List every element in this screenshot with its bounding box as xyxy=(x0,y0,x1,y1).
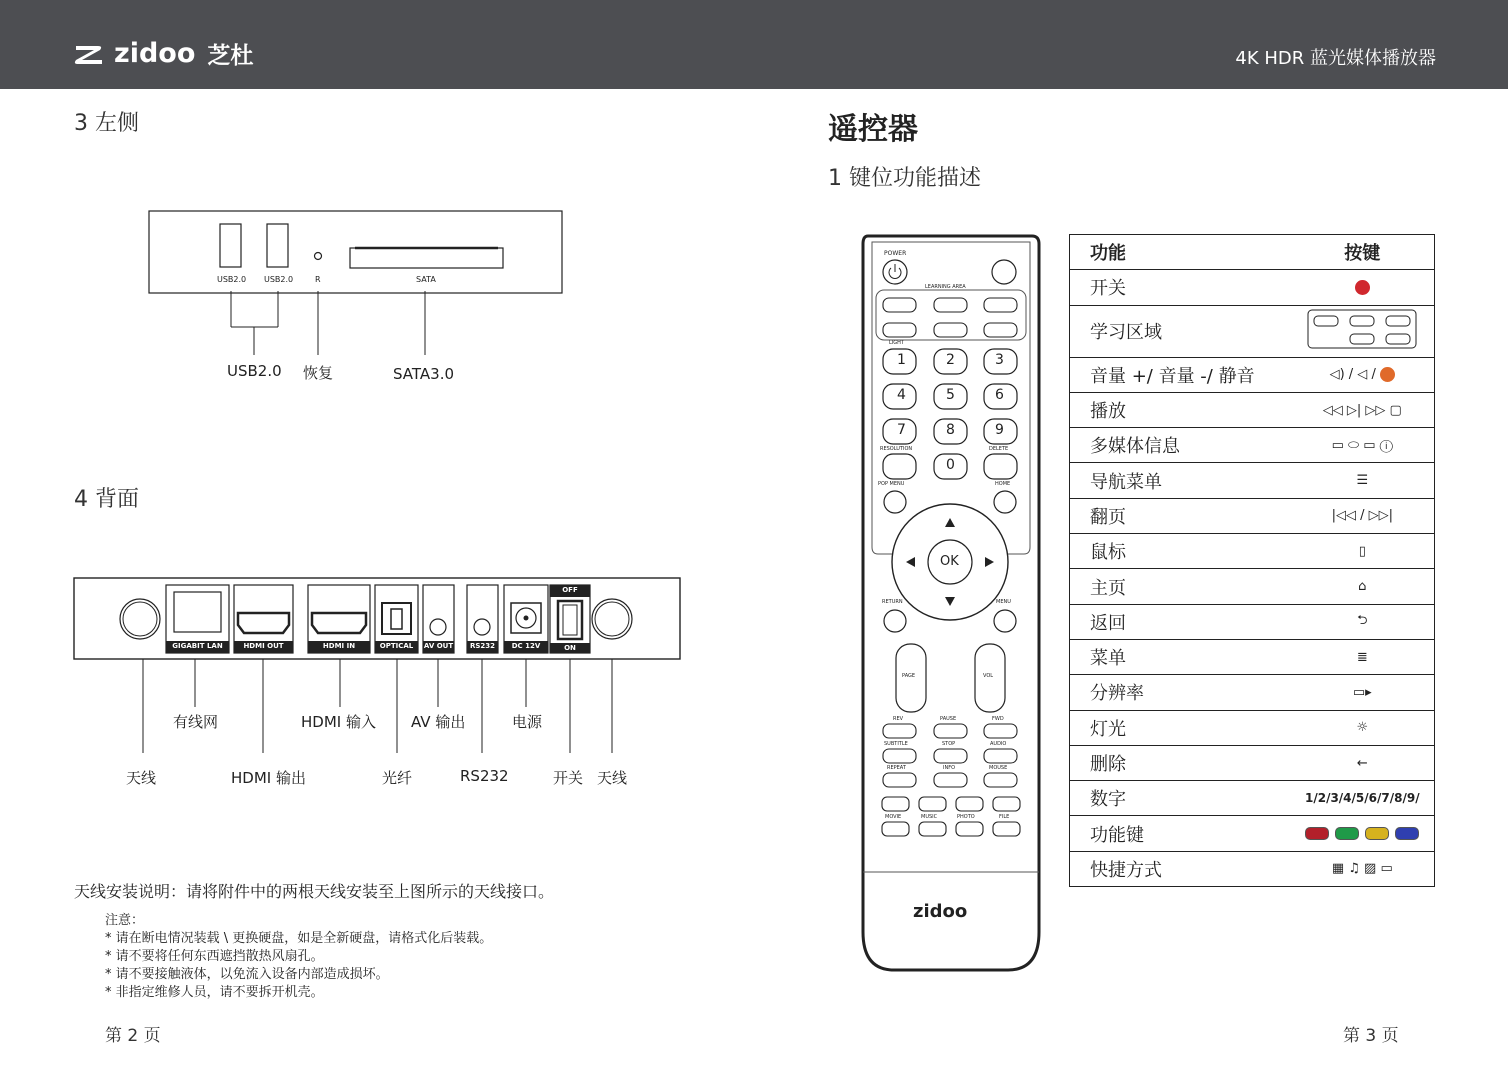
callout-switch: 开关 xyxy=(553,769,584,787)
callout-rs232: RS232 xyxy=(460,767,509,785)
reset-port-label: R xyxy=(315,275,321,284)
remote-label-menu: MENU xyxy=(996,599,1011,605)
delete-icon: ← xyxy=(1291,745,1435,780)
function-cell: 功能键 xyxy=(1070,816,1291,851)
port-label-lan: GIGABIT LAN xyxy=(172,642,223,650)
playback-icons: ◁◁ ▷| ▷▷ ▢ xyxy=(1291,392,1435,427)
callout-hdmi-in: HDMI 输入 xyxy=(301,713,376,731)
remote-label-pause: PAUSE xyxy=(940,716,957,722)
function-cell: 翻页 xyxy=(1070,498,1291,533)
remote-digit: 5 xyxy=(946,387,955,403)
remote-digit: 4 xyxy=(897,387,906,403)
remote-label-light: LIGHT xyxy=(889,340,904,346)
function-cell: 数字 xyxy=(1070,781,1291,816)
product-tagline: 4K HDR 蓝光媒体播放器 xyxy=(1235,48,1436,69)
table-row xyxy=(1070,463,1435,498)
function-cell: 多媒体信息 xyxy=(1070,428,1291,463)
table-row xyxy=(1070,816,1435,851)
remote-label-mouse: MOUSE xyxy=(989,765,1008,771)
remote-label-home: HOME xyxy=(995,481,1011,487)
table-row xyxy=(1070,781,1435,816)
callout-lan: 有线网 xyxy=(173,713,219,731)
remote-label-stop: STOP xyxy=(942,741,956,747)
function-cell: 快捷方式 xyxy=(1070,851,1291,886)
remote-digit: 8 xyxy=(946,422,955,438)
remote-title: 遥控器 xyxy=(828,112,918,147)
remote-digit: 0 xyxy=(946,457,955,473)
back-panel-diagram xyxy=(70,575,685,765)
callout-optical: 光纤 xyxy=(382,769,413,787)
resolution-icon: ▭▸ xyxy=(1291,675,1435,710)
header-bar xyxy=(0,0,1508,89)
remote-digit: 7 xyxy=(897,422,906,438)
table-row xyxy=(1070,392,1435,427)
remote-label-audio: AUDIO xyxy=(990,741,1007,747)
shortcut-icons: ▦ ♫ ▨ ▭ xyxy=(1291,851,1435,886)
remote-label-popmenu: POP MENU xyxy=(878,481,905,487)
port-label-hdmi-in: HDMI IN xyxy=(322,642,356,650)
table-row xyxy=(1070,305,1435,357)
remote-digit: 9 xyxy=(995,422,1004,438)
function-cell: 删除 xyxy=(1070,745,1291,780)
note-item: * 请不要将任何东西遮挡散热风扇孔。 xyxy=(105,949,324,964)
function-cell: 开关 xyxy=(1070,270,1291,305)
mouse-icon: ▯ xyxy=(1291,534,1435,569)
section-left-side-title: 3 左侧 xyxy=(74,111,139,136)
remote-digit: 3 xyxy=(995,352,1004,368)
return-icon: ⮌ xyxy=(1291,604,1435,639)
zidoo-logo-icon xyxy=(72,40,106,66)
remote-ok-button: OK xyxy=(940,554,959,569)
remote-subtitle: 1 键位功能描述 xyxy=(828,166,981,191)
usb-port-label-2: USB2.0 xyxy=(264,275,294,284)
usb-port-label-1: USB2.0 xyxy=(217,275,247,284)
function-cell: 播放 xyxy=(1070,392,1291,427)
brand-name: zidoo xyxy=(114,37,196,69)
table-row xyxy=(1070,604,1435,639)
table-row xyxy=(1070,745,1435,780)
learning-area-icon xyxy=(1291,305,1435,357)
page-number-left: 第 2 页 xyxy=(105,1026,161,1046)
switch-label-off: OFF xyxy=(562,586,578,594)
remote-label-power: POWER xyxy=(884,250,907,257)
section-back-title: 4 背面 xyxy=(74,487,139,512)
usb-callout: USB2.0 xyxy=(227,362,282,380)
antenna-instruction: 天线安装说明：请将附件中的两根天线安装至上图所示的天线接口。 xyxy=(74,882,555,901)
callout-power: 电源 xyxy=(512,713,543,731)
nav-menu-icon: ☰ xyxy=(1291,463,1435,498)
remote-label-file: FILE xyxy=(999,814,1010,820)
function-cell: 菜单 xyxy=(1070,639,1291,674)
media-info-icons: ▭ ⬭ ▭ ⓘ xyxy=(1291,428,1435,463)
function-cell: 返回 xyxy=(1070,604,1291,639)
table-row xyxy=(1070,270,1435,305)
table-row xyxy=(1070,357,1435,392)
page-icons: |◁◁ / ▷▷| xyxy=(1291,498,1435,533)
port-label-rs232: RS232 xyxy=(469,642,496,650)
table-row xyxy=(1070,428,1435,463)
port-label-hdmi-out: HDMI OUT xyxy=(243,642,284,650)
switch-label-on: ON xyxy=(564,644,576,652)
remote-label-return: RETURN xyxy=(882,599,903,605)
port-label-av-out: AV OUT xyxy=(423,642,454,650)
remote-label-delete: DELETE xyxy=(989,446,1009,452)
green-key-icon xyxy=(1335,827,1359,840)
function-cell: 音量 +/ 音量 -/ 静音 xyxy=(1070,357,1291,392)
callout-antenna-right: 天线 xyxy=(597,769,628,787)
port-label-dc: DC 12V xyxy=(511,642,541,650)
remote-label-fwd: FWD xyxy=(992,716,1004,722)
brand-logo xyxy=(72,38,253,68)
remote-label-subtitle: SUBTITLE xyxy=(884,741,908,747)
remote-label-rev: REV xyxy=(893,716,904,722)
home-icon: ⌂ xyxy=(1291,569,1435,604)
power-red-icon xyxy=(1291,270,1435,305)
light-icon: ☼ xyxy=(1291,710,1435,745)
table-header-key: 按键 xyxy=(1291,235,1435,270)
function-cell: 导航菜单 xyxy=(1070,463,1291,498)
remote-label-photo: PHOTO xyxy=(957,814,975,820)
left-side-diagram xyxy=(140,205,570,390)
red-key-icon xyxy=(1305,827,1329,840)
note-item: * 非指定维修人员，请不要拆开机壳。 xyxy=(105,985,324,1000)
callout-av-out: AV 输出 xyxy=(411,713,466,731)
note-item: * 请不要接触液体，以免流入设备内部造成损坏。 xyxy=(105,967,389,982)
remote-label-repeat: REPEAT xyxy=(887,765,906,771)
table-row xyxy=(1070,639,1435,674)
remote-label-resolution: RESOLUTION xyxy=(880,446,913,452)
table-row xyxy=(1070,675,1435,710)
table-row xyxy=(1070,851,1435,886)
table-row xyxy=(1070,498,1435,533)
sata-callout: SATA3.0 xyxy=(393,365,455,383)
function-cell: 灯光 xyxy=(1070,710,1291,745)
brand-name-cn: 芝杜 xyxy=(207,42,254,69)
menu-icon: ≣ xyxy=(1291,639,1435,674)
remote-label-info: INFO xyxy=(943,765,956,771)
remote-label-vol: VOL xyxy=(983,673,994,679)
remote-brand: zidoo xyxy=(913,901,968,922)
remote-digit: 6 xyxy=(995,387,1004,403)
blue-key-icon xyxy=(1395,827,1419,840)
function-cell: 鼠标 xyxy=(1070,534,1291,569)
color-keys xyxy=(1291,816,1435,851)
callout-antenna-left: 天线 xyxy=(126,769,157,787)
page-number-right: 第 3 页 xyxy=(1343,1026,1399,1046)
remote-label-movie: MOVIE xyxy=(885,814,902,820)
volume-icons: ◁) / ◁ / xyxy=(1291,357,1435,392)
digits-key: 1/2/3/4/5/6/7/8/9/ xyxy=(1291,781,1435,816)
reset-callout: 恢复 xyxy=(303,364,334,382)
remote-label-music: MUSIC xyxy=(921,814,938,820)
function-cell: 主页 xyxy=(1070,569,1291,604)
table-row xyxy=(1070,710,1435,745)
remote-label-learning: LEARNING AREA xyxy=(925,284,966,290)
remote-digit: 2 xyxy=(946,352,955,368)
yellow-key-icon xyxy=(1365,827,1389,840)
notes-title: 注意： xyxy=(105,913,145,928)
table-header-function: 功能 xyxy=(1070,235,1291,270)
callout-hdmi-out: HDMI 输出 xyxy=(231,769,306,787)
table-row xyxy=(1070,569,1435,604)
key-function-table xyxy=(1069,234,1435,887)
note-item: * 请在断电情况装载 \ 更换硬盘，如是全新硬盘，请格式化后装载。 xyxy=(105,931,493,946)
remote-digit: 1 xyxy=(897,352,906,368)
remote-label-page: PAGE xyxy=(902,673,916,679)
function-cell: 学习区域 xyxy=(1070,305,1291,357)
sata-port-label: SATA xyxy=(416,275,436,284)
port-label-optical: OPTICAL xyxy=(379,642,414,650)
table-row xyxy=(1070,534,1435,569)
function-cell: 分辨率 xyxy=(1070,675,1291,710)
